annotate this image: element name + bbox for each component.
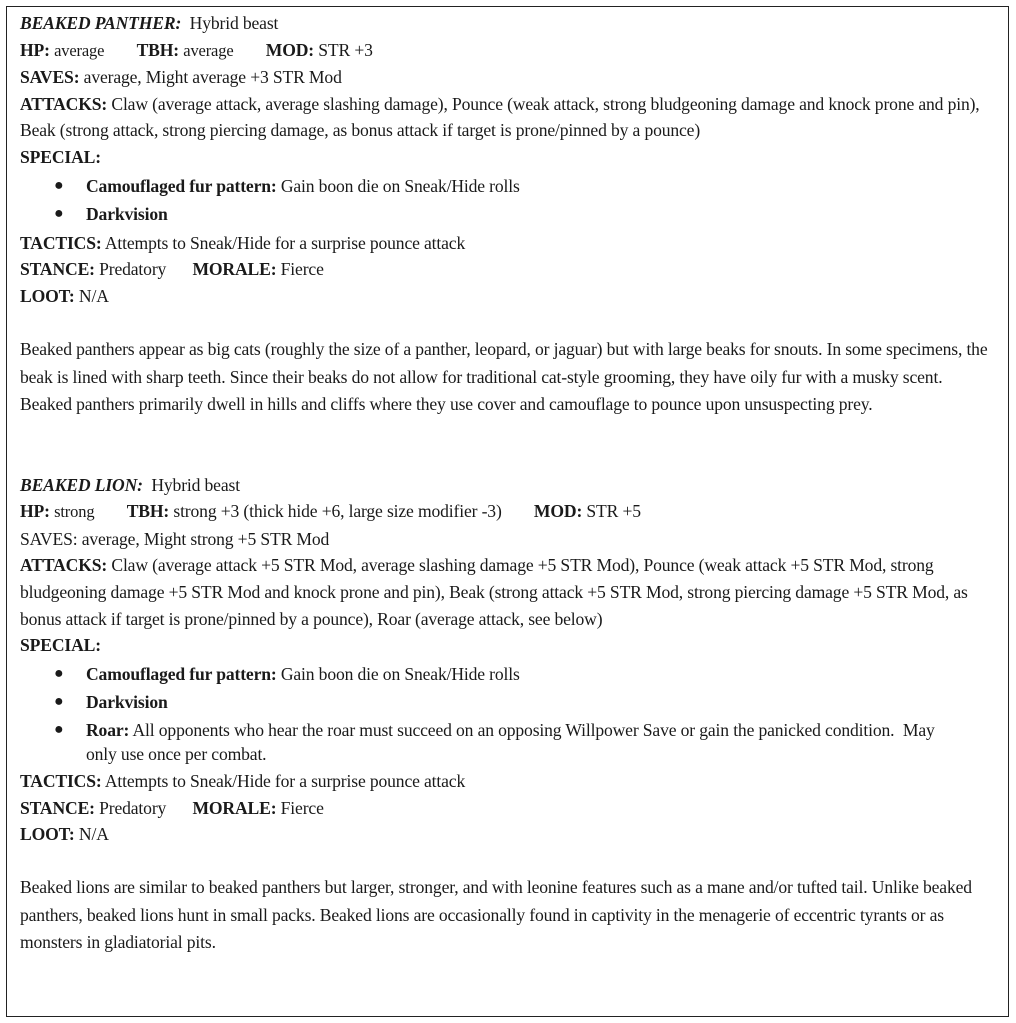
tactics-value: Attempts to Sneak/Hide for a surprise pounce attack [104, 232, 466, 253]
tbh-label: TBH: [136, 39, 180, 60]
special-ability-text: Gain boon die on Sneak/Hide rolls [280, 663, 520, 684]
tbh-value: average [183, 40, 234, 60]
creature-entry-beaked-panther [20, 10, 995, 419]
document-body [20, 10, 995, 957]
tactics-value: Attempts to Sneak/Hide for a surprise pounce attack [104, 770, 466, 791]
stat-line-stance-morale [20, 256, 995, 283]
hp-label: HP: [20, 501, 50, 522]
creature-header [20, 472, 995, 499]
attacks-label: ATTACKS: [20, 93, 108, 114]
loot-value: N/A [78, 824, 109, 845]
attacks-value: Claw (average attack +5 STR Mod, average slashing damage +5 STR Mod), Pounce (weak attack +5 STR Mod, strong bludgeoning damage +5 STR Mod and knock prone and pin), Beak (strong attack +5 STR Mod, strong piercing damage +5 STR Mod, as bonus attack if target is prone/pinned by a pounce), Roar (average attack, see below) [20, 555, 968, 629]
special-label: SPECIAL: [20, 635, 101, 656]
saves-value: average, Might average +3 STR Mod [83, 67, 342, 88]
stance-value: Predatory [99, 259, 167, 280]
morale-label: MORALE: [192, 797, 277, 818]
mod-label: MOD: [533, 501, 583, 522]
hp-value: strong [54, 502, 95, 522]
attacks-value: Claw (average attack, average slashing damage), Pounce (weak attack, strong bludgeoning damage and knock prone and pin), Beak (strong attack, strong piercing damage, as bonus attack if target is prone/pinned by a pounce) [20, 93, 980, 141]
stat-line-loot [20, 821, 995, 848]
mod-value: STR +5 [586, 501, 641, 522]
special-ability-item [20, 689, 995, 716]
saves-value: average, Might strong +5 STR Mod [81, 528, 330, 549]
special-ability-text: All opponents who hear the roar must succeed on an opposing Willpower Save or gain the panicked condition. May only use once per combat. [86, 719, 939, 764]
saves-label: SAVES: [20, 528, 78, 549]
loot-value: N/A [78, 285, 109, 306]
stat-line-stance-morale [20, 795, 995, 822]
mod-label: MOD: [265, 39, 315, 60]
creature-type: Hybrid beast [189, 13, 279, 33]
special-ability-title: Roar: [86, 719, 130, 740]
saves-label: SAVES: [20, 67, 80, 88]
special-ability-item [20, 201, 995, 228]
stat-line-tactics [20, 230, 995, 257]
special-heading [20, 632, 995, 659]
mod-value: STR +3 [318, 39, 373, 60]
bullet-icon: ● [54, 205, 64, 223]
bullet-icon: ● [54, 693, 64, 711]
stat-line-saves [20, 64, 995, 91]
stat-line-attacks [20, 552, 995, 632]
tactics-label: TACTICS: [20, 770, 102, 791]
creature-entry-beaked-lion [20, 472, 995, 957]
tactics-label: TACTICS: [20, 232, 102, 253]
creature-name: BEAKED LION: [20, 474, 143, 495]
creature-header [20, 10, 995, 37]
hp-label: HP: [20, 39, 50, 60]
special-label: SPECIAL: [20, 146, 101, 167]
loot-label: LOOT: [20, 285, 75, 306]
stance-label: STANCE: [20, 259, 95, 280]
special-ability-item [20, 173, 995, 200]
special-ability-title: Darkvision [86, 204, 168, 225]
special-ability-item [20, 718, 995, 766]
stance-label: STANCE: [20, 797, 95, 818]
stat-line-attacks [20, 91, 995, 144]
morale-label: MORALE: [192, 259, 277, 280]
special-ability-title: Camouflaged fur pattern: [86, 663, 277, 684]
stat-line-loot [20, 283, 995, 310]
stat-line-hp-tbh-mod [20, 498, 995, 526]
creature-description: Beaked panthers appear as big cats (roughly the size of a panther, leopard, or jaguar) but with large beaks for snouts. In some specimens, the beak is lined with sharp teeth. Since their beaks do not allow for traditional cat-style grooming, they have oily fur with a musky scent. Beaked panthers primarily dwell in hills and cliffs where they use cover and camouflage to pounce upon unsuspecting prey. [20, 339, 988, 415]
special-ability-title: Darkvision [86, 692, 168, 713]
special-ability-title: Camouflaged fur pattern: [86, 175, 277, 196]
morale-value: Fierce [280, 797, 324, 818]
hp-value: average [54, 40, 105, 60]
creature-description: Beaked lions are similar to beaked panthers but larger, stronger, and with leonine features such as a mane and/or tufted tail. Unlike beaked panthers, beaked lions hunt in small packs. Beaked lions are occasionally found in captivity in the menagerie of eccentric tyrants or as monsters in gladiatorial pits. [20, 877, 972, 953]
attacks-label: ATTACKS: [20, 555, 108, 576]
stance-value: Predatory [99, 797, 167, 818]
special-abilities-list [20, 173, 995, 228]
loot-label: LOOT: [20, 824, 75, 845]
stat-line-tactics [20, 768, 995, 795]
special-abilities-list [20, 661, 995, 766]
special-ability-item [20, 661, 995, 688]
creature-name: BEAKED PANTHER: [20, 13, 182, 33]
morale-value: Fierce [280, 259, 324, 280]
special-ability-text: Gain boon die on Sneak/Hide rolls [280, 175, 520, 196]
bullet-icon: ● [54, 176, 64, 194]
tbh-label: TBH: [126, 501, 170, 522]
special-heading [20, 144, 995, 171]
stat-line-hp-tbh-mod [20, 37, 995, 65]
bullet-icon: ● [54, 664, 64, 682]
stat-line-saves [20, 526, 995, 553]
creature-type: Hybrid beast [151, 474, 240, 495]
bullet-icon: ● [54, 720, 64, 738]
tbh-value: strong +3 (thick hide +6, large size modifier -3) [173, 501, 502, 522]
